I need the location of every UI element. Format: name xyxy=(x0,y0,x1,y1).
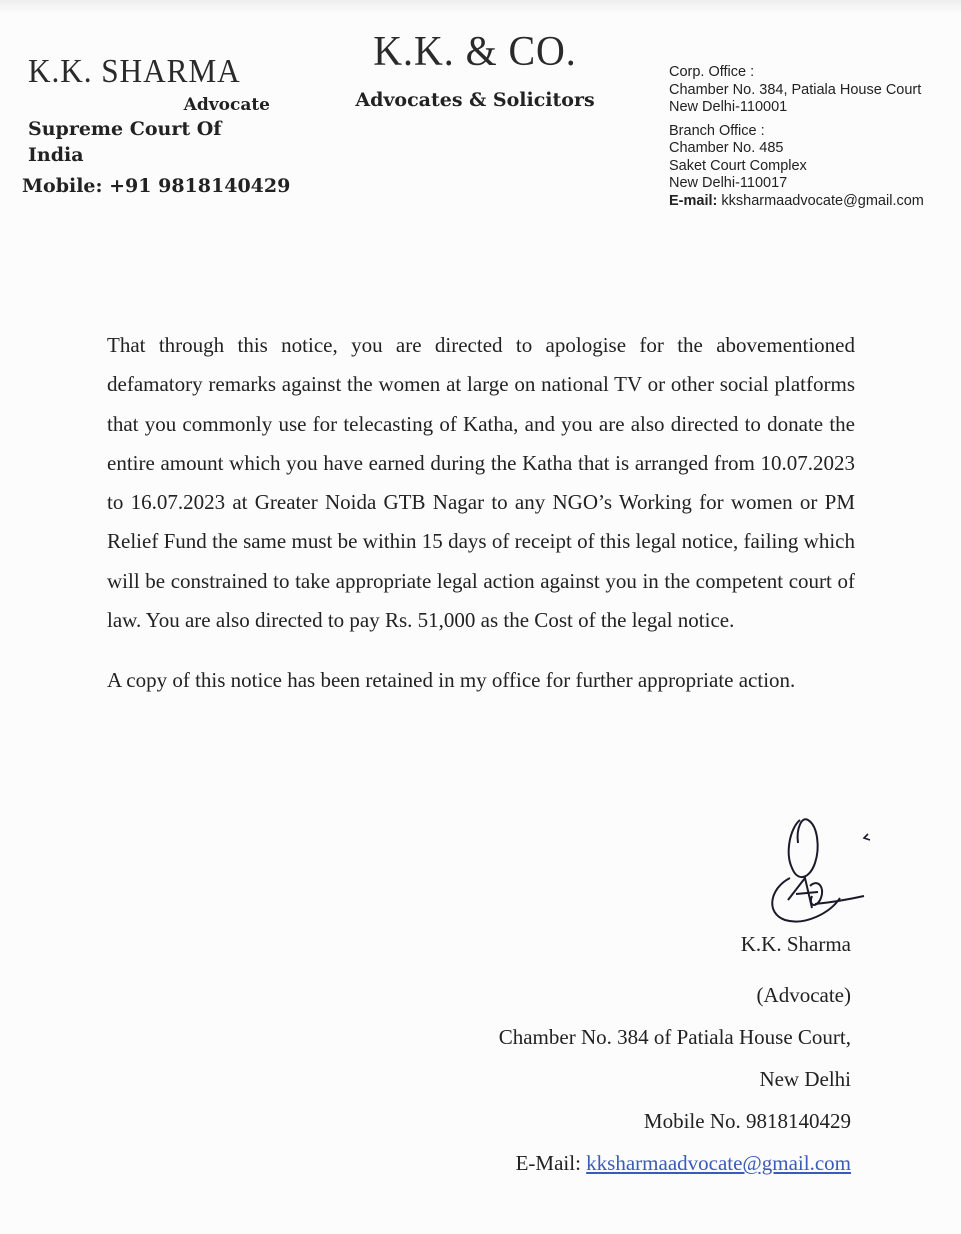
letterhead-email-row xyxy=(669,193,954,211)
firm-name: K.K. & CO. xyxy=(373,29,577,75)
advocate-name: K.K. SHARMA xyxy=(28,53,241,90)
notice-paragraph-1: That through this notice, you are directed to apologise for the abovementioned defamatory remarks against the women at large on national TV or other social platforms that you commonly use for telecasting of Katha, and you are also directed to donate the entire amount which you have earned during the Katha that is arranged from 10.07.2023 to 16.07.2023 at Greater Noida GTB Nagar to any NGO’s Working for women or PM Relief Fund the same must be within 15 days of receipt of this legal notice, failing which will be constrained to take appropriate legal action against you in the competent court of law. You are also directed to pay Rs. 51,000 as the Cost of the legal notice. xyxy=(107,333,855,633)
advocate-court: Supreme Court Of India xyxy=(28,118,222,166)
corp-office-label: Corp. Office : xyxy=(669,64,755,80)
letterhead-right xyxy=(669,64,954,210)
signatory-title: (Advocate) xyxy=(756,983,851,1007)
branch-office-line2: Saket Court Complex xyxy=(669,157,807,174)
signatory-mobile: Mobile No. 9818140429 xyxy=(643,1109,851,1133)
branch-office-line1: Chamber No. 485 xyxy=(669,140,784,156)
signatory-name: K.K. Sharma xyxy=(740,932,851,956)
branch-office-label: Branch Office : xyxy=(669,122,765,139)
advocate-mobile: Mobile: +91 9818140429 xyxy=(22,175,291,197)
corp-office-line2: New Delhi-110001 xyxy=(669,99,788,115)
handwritten-signature xyxy=(760,808,880,928)
scan-shade xyxy=(0,0,961,14)
notice-body xyxy=(107,326,855,719)
signature-block xyxy=(431,926,851,1184)
letterhead-email: kksharmaadvocate@gmail.com xyxy=(721,192,924,209)
firm-tagline: Advocates & Solicitors xyxy=(355,89,595,111)
letterhead-left xyxy=(22,52,291,202)
letterhead-center xyxy=(340,28,610,112)
signatory-address-1: Chamber No. 384 of Patiala House Court, xyxy=(498,1025,851,1049)
corp-office-line1: Chamber No. 384, Patiala House Court xyxy=(669,81,922,98)
branch-office-line3: New Delhi-110017 xyxy=(669,175,788,191)
signatory-email-link[interactable]: kksharmaadvocate@gmail.com xyxy=(586,1151,851,1175)
signatory-email-row xyxy=(431,1142,851,1184)
signatory-email-label: E-Mail: xyxy=(515,1151,587,1175)
notice-paragraph-2: A copy of this notice has been retained in my office for further appropriate action. xyxy=(107,668,796,693)
signatory-address-2: New Delhi xyxy=(759,1067,851,1091)
letterhead-email-label: E-mail: xyxy=(669,192,718,209)
advocate-role: Advocate xyxy=(183,95,270,115)
